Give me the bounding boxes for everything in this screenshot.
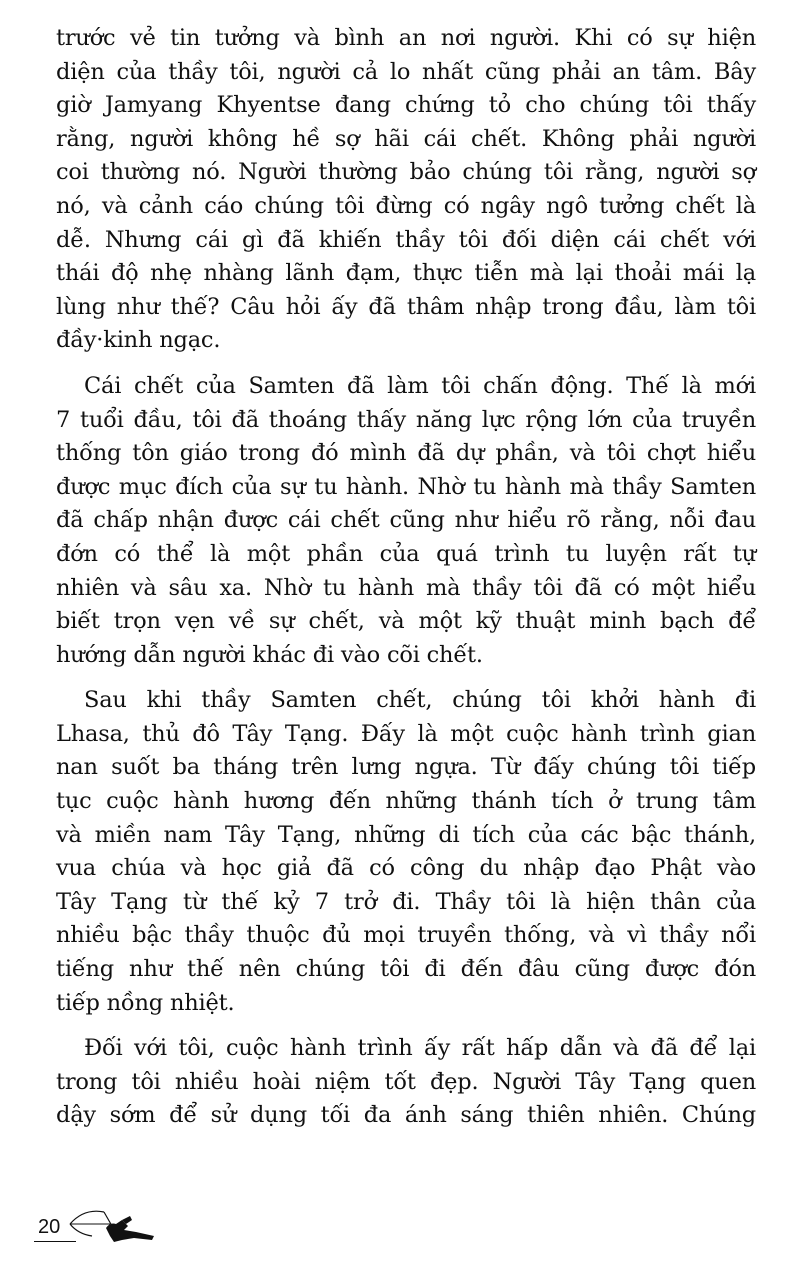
text-line: trong tôi nhiều hoài niệm tốt đẹp. Người Tây Tạng quen — [56, 1068, 756, 1095]
text-line: được mục đích của sự tu hành. Nhờ tu hành mà thầy Samten — [56, 473, 756, 500]
paragraph-4 — [56, 1032, 756, 1133]
text-line: thái độ nhẹ nhàng lãnh đạm, thực tiễn mà lại thoải mái lạ — [56, 260, 756, 287]
text-line: trước vẻ tin tưởng và bình an nơi người. Khi có sự hiện — [56, 25, 756, 51]
text-line: thống tôn giáo trong đó mình đã dự phần, và tôi chợt hiểu — [56, 440, 756, 467]
text-line: Sau khi thầy Samten chết, chúng tôi khởi hành đi — [84, 687, 756, 714]
page-body — [56, 22, 756, 1145]
text-line: nan suốt ba tháng trên lưng ngựa. Từ đấy chúng tôi tiếp — [56, 754, 756, 781]
text-line: Đối với tôi, cuộc hành trình ấy rất hấp dẫn và đã để lại — [84, 1035, 756, 1062]
text-line: 7 tuổi đầu, tôi đã thoáng thấy năng lực rộng lớn của truyền — [56, 406, 756, 433]
text-line: biết trọn vẹn về sự chết, và một kỹ thuật minh bạch để — [56, 608, 756, 635]
text-line: lùng như thế? Câu hỏi ấy đã thâm nhập trong đầu, làm tôi — [56, 293, 756, 320]
text-line: nhiều bậc thầy thuộc đủ mọi truyền thống, và vì thầy nổi — [56, 922, 756, 949]
text-line: và miền nam Tây Tạng, những di tích của các bậc thánh, — [56, 821, 756, 848]
text-line: coi thường nó. Người thường bảo chúng tôi rằng, người sợ — [56, 159, 756, 186]
archer-on-horseback-icon — [64, 1206, 164, 1246]
text-line: dễ. Nhưng cái gì đã khiến thầy tôi đối diện cái chết với — [56, 226, 756, 253]
text-line: rằng, người không hề sợ hãi cái chết. Không phải người — [56, 125, 756, 152]
text-line: tiếng như thế nên chúng tôi đi đến đâu cũng được đón — [56, 956, 756, 983]
text-line: tiếp nồng nhiệt. — [56, 989, 235, 1016]
page-footer — [34, 1200, 154, 1250]
text-line: đầy·kinh ngạc. — [56, 327, 221, 354]
text-line: nó, và cảnh cáo chúng tôi đừng có ngây ngô tưởng chết là — [56, 192, 756, 219]
text-line: diện của thầy tôi, người cả lo nhất cũng phải an tâm. Bây — [56, 58, 756, 85]
paragraph-2 — [56, 370, 756, 672]
paragraph-3 — [56, 684, 756, 1020]
text-line: Tây Tạng từ thế kỷ 7 trở đi. Thầy tôi là hiện thân của — [56, 888, 756, 915]
text-line: nhiên và sâu xa. Nhờ tu hành mà thầy tôi đã có một hiểu — [56, 574, 756, 601]
text-line: giờ Jamyang Khyentse đang chứng tỏ cho chúng tôi thấy — [56, 92, 756, 119]
text-line: đã chấp nhận được cái chết cũng như hiểu rõ rằng, nỗi đau — [56, 507, 756, 534]
text-line: vua chúa và học giả đã có công du nhập đạo Phật vào — [56, 855, 756, 882]
text-line: Lhasa, thủ đô Tây Tạng. Đấy là một cuộc hành trình gian — [56, 720, 756, 747]
page-number: 20 — [38, 1216, 61, 1238]
paragraph-1 — [56, 22, 756, 358]
text-line: hướng dẫn người khác đi vào cõi chết. — [56, 641, 483, 668]
text-line: đớn có thể là một phần của quá trình tu luyện rất tự — [56, 540, 756, 567]
text-line: tục cuộc hành hương đến những thánh tích ở trung tâm — [56, 788, 756, 815]
text-line: dậy sớm để sử dụng tối đa ánh sáng thiên nhiên. Chúng — [56, 1102, 756, 1129]
text-line: Cái chết của Samten đã làm tôi chấn động. Thế là mới — [84, 372, 756, 399]
